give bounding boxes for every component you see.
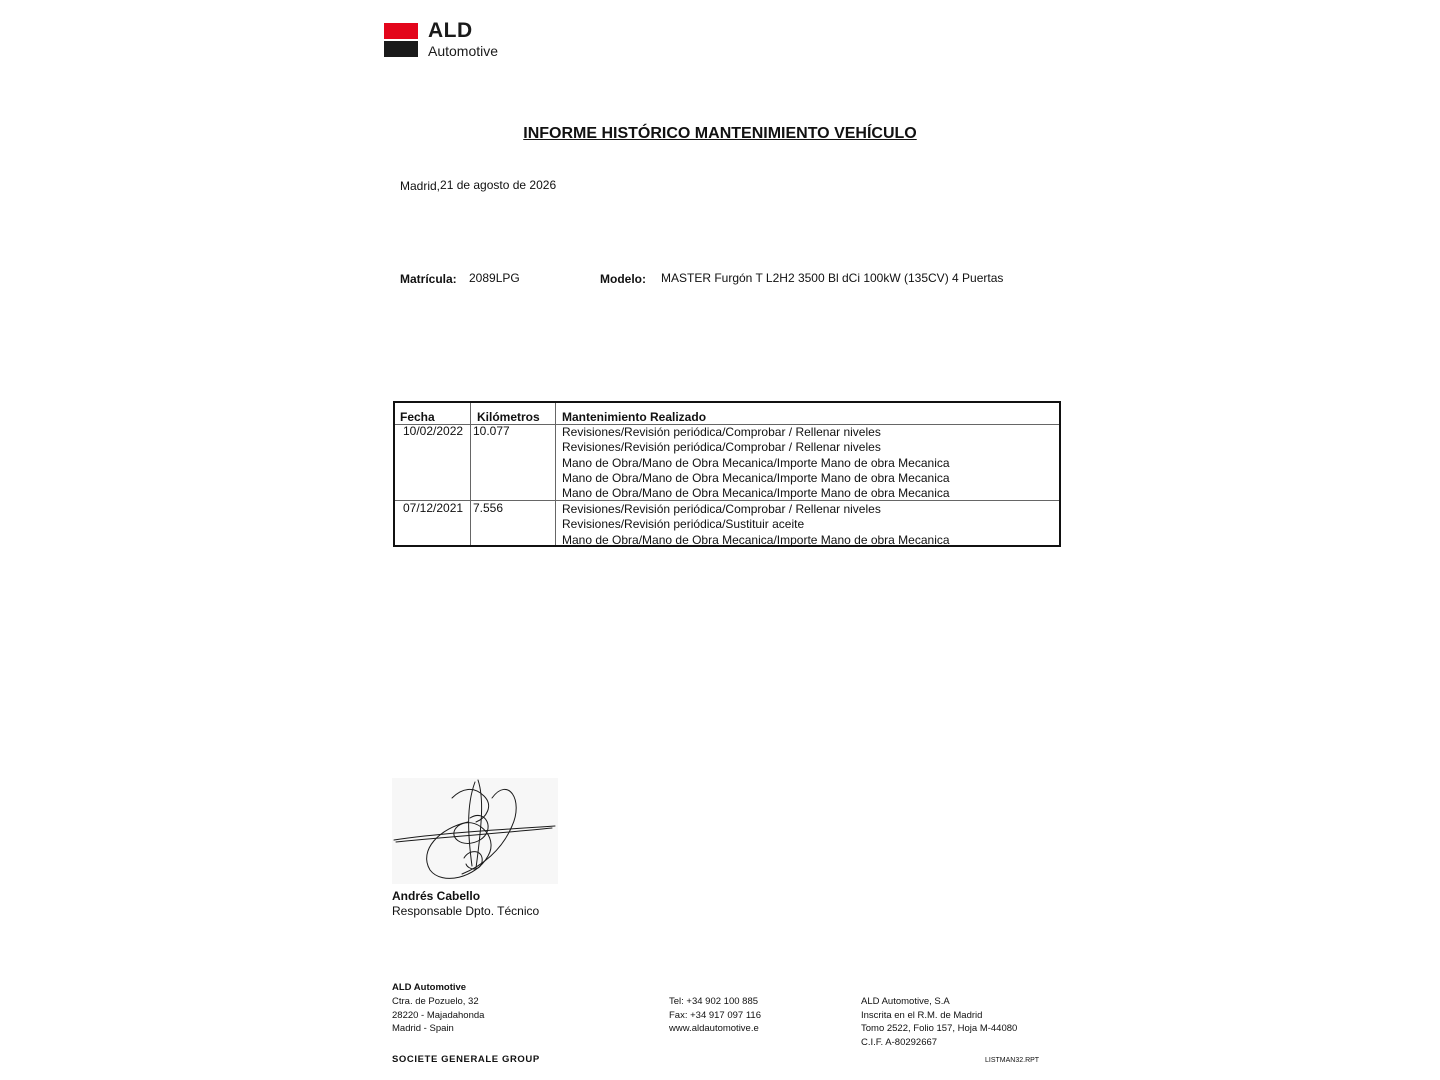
record-date: 07/12/2021 bbox=[403, 501, 464, 515]
footer-company: ALD Automotive bbox=[392, 982, 467, 993]
header-km: Kilómetros bbox=[477, 410, 540, 424]
legal-line: Tomo 2522, Folio 157, Hoja M-44080 bbox=[861, 1023, 1018, 1035]
address-line: Ctra. de Pozuelo, 32 bbox=[392, 996, 479, 1007]
logo-mark bbox=[384, 23, 418, 57]
record-km: 7.556 bbox=[473, 501, 504, 515]
signatory-role: Responsable Dpto. Técnico bbox=[392, 904, 540, 918]
plate-label: Matrícula: bbox=[400, 272, 457, 286]
legal-line: Inscrita en el R.M. de Madrid bbox=[861, 1009, 983, 1021]
maintenance-item: Revisiones/Revisión periódica/Sustituir aceite bbox=[562, 517, 805, 532]
maintenance-item: Revisiones/Revisión periódica/Comprobar / Rellenar niveles bbox=[562, 440, 881, 455]
legal-line: C.I.F. A-80292667 bbox=[861, 1037, 938, 1049]
logo-subtitle: Automotive bbox=[428, 43, 499, 59]
website: www.aldautomotive.e bbox=[669, 1023, 759, 1035]
footer-address bbox=[392, 995, 484, 1036]
maintenance-item: Mano de Obra/Mano de Obra Mecanica/Importe Mano de obra Mecanica bbox=[562, 532, 950, 547]
document-title: INFORME HISTÓRICO MANTENIMIENTO VEHÍCULO bbox=[523, 125, 917, 142]
record-date: 10/02/2022 bbox=[403, 424, 464, 438]
model-label: Modelo: bbox=[600, 272, 646, 286]
company-logo bbox=[384, 19, 514, 60]
report-code: LISTMAN32.RPT bbox=[985, 1057, 1040, 1064]
maintenance-item: Revisiones/Revisión periódica/Comprobar / Rellenar niveles bbox=[562, 425, 881, 439]
plate-value: 2089LPG bbox=[469, 271, 520, 285]
signatory-name: Andrés Cabello bbox=[392, 889, 481, 903]
footer-contact bbox=[669, 995, 761, 1036]
header-maintenance: Mantenimiento Realizado bbox=[562, 410, 707, 424]
model-value: MASTER Furgón T L2H2 3500 Bl dCi 100kW (135CV) 4 Puertas bbox=[661, 271, 1004, 285]
maintenance-item: Mano de Obra/Mano de Obra Mecanica/Importe Mano de obra Mecanica bbox=[562, 486, 950, 501]
fax: Fax: +34 917 097 116 bbox=[669, 1009, 761, 1021]
address-line: 28220 - Majadahonda bbox=[392, 1009, 485, 1021]
maintenance-item: Revisiones/Revisión periódica/Comprobar / Rellenar niveles bbox=[562, 502, 881, 516]
header-date: Fecha bbox=[400, 410, 435, 424]
maintenance-item: Mano de Obra/Mano de Obra Mecanica/Importe Mano de obra Mecanica bbox=[562, 455, 950, 470]
footer-legal bbox=[861, 995, 1017, 1050]
logo-name: ALD bbox=[428, 19, 473, 42]
signature-image bbox=[392, 778, 558, 884]
legal-line: ALD Automotive, S.A bbox=[861, 996, 950, 1007]
record-km: 10.077 bbox=[473, 424, 510, 438]
group-wordmark: SOCIETE GENERALE GROUP bbox=[392, 1054, 540, 1065]
address-line: Madrid - Spain bbox=[392, 1023, 454, 1035]
date: 21 de agosto de 2026 bbox=[440, 178, 557, 192]
place: Madrid, bbox=[400, 179, 441, 193]
maintenance-table bbox=[393, 401, 1061, 547]
place-date bbox=[400, 179, 556, 193]
phone: Tel: +34 902 100 885 bbox=[669, 996, 759, 1007]
maintenance-item: Mano de Obra/Mano de Obra Mecanica/Importe Mano de obra Mecanica bbox=[562, 470, 950, 485]
